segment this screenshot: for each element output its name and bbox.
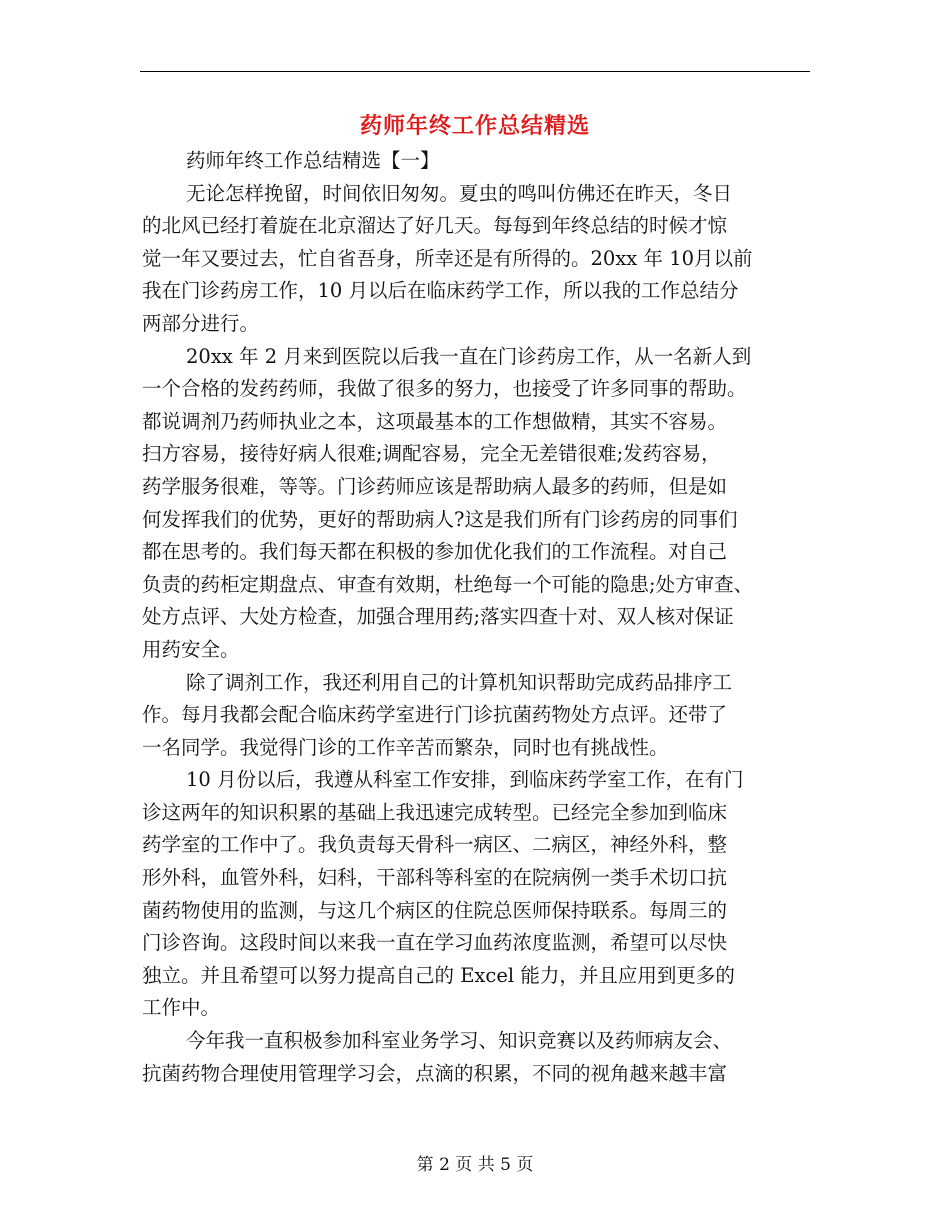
body-text-line: 的北风已经打着旋在北京溜达了好几天。每每到年终总结的时候才惊 — [142, 214, 728, 238]
body-text-line: 除了调剂工作，我还利用自己的计算机知识帮助完成药品排序工 — [186, 670, 733, 694]
body-text-line: 形外科，血管外科，妇科，干部科等科室的在院病例一类手术切口抗 — [142, 866, 728, 890]
body-text-line: 独立。并且希望可以努力提高自己的 Excel 能力，并且应用到更多的 — [142, 963, 735, 987]
body-text-line: 一名同学。我觉得门诊的工作辛苦而繁杂，同时也有挑战性。 — [142, 735, 669, 759]
body-text-line: 今年我一直积极参加科室业务学习、知识竞赛以及药师病友会、 — [186, 1029, 733, 1053]
header-rule — [140, 71, 810, 72]
body-text-line: 药学服务很难，等等。门诊药师应该是帮助病人最多的药师，但是如 — [142, 474, 728, 498]
document-body — [142, 145, 807, 1090]
body-text-line: 处方点评、大处方检查，加强合理用药;落实四查十对、双人核对保证 — [142, 605, 734, 629]
body-text-line: 20xx 年 2 月来到医院以后我一直在门诊药房工作，从一名新人到 — [186, 344, 752, 368]
body-text-line: 觉一年又要过去，忙自省吾身，所幸还是有所得的。20xx 年 10月以前 — [142, 246, 753, 270]
body-text-line: 药师年终工作总结精选【一】 — [186, 149, 440, 172]
body-text-line: 作。每月我都会配合临床药学室进行门诊抗菌药物处方点评。还带了 — [142, 703, 728, 727]
document-title: 药师年终工作总结精选 — [359, 113, 590, 139]
body-text-line: 抗菌药物合理使用管理学习会，点滴的积累，不同的视角越来越丰富 — [142, 1061, 728, 1085]
body-text-line: 药学室的工作中了。我负责每天骨科一病区、二病区，神经外科，整 — [142, 833, 728, 857]
body-text-line: 用药安全。 — [142, 637, 240, 661]
body-text-line: 两部分进行。 — [142, 311, 260, 335]
body-text-line: 门诊咨询。这段时间以来我一直在学习血药浓度监测，希望可以尽快 — [142, 931, 728, 955]
body-text-line: 都在思考的。我们每天都在积极的参加优化我们的工作流程。对自己 — [142, 540, 728, 564]
body-text-line: 无论怎样挽留，时间依旧匆匆。夏虫的鸣叫仿佛还在昨天，冬日 — [186, 181, 733, 205]
body-text-line: 何发挥我们的优势，更好的帮助病人?这是我们所有门诊药房的同事们 — [142, 507, 738, 531]
body-text-line: 都说调剂乃药师执业之本，这项最基本的工作想做精，其实不容易。 — [142, 409, 728, 433]
body-text-line: 负责的药柜定期盘点、审查有效期，杜绝每一个可能的隐患;处方审查、 — [142, 572, 754, 596]
body-text-line: 工作中。 — [142, 996, 221, 1020]
body-text-line: 诊这两年的知识积累的基础上我迅速完成转型。已经完全参加到临床 — [142, 800, 728, 824]
body-text-line: 我在门诊药房工作，10 月以后在临床药学工作，所以我的工作总结分 — [142, 279, 739, 303]
body-text-line: 菌药物使用的监测，与这几个病区的住院总医师保持联系。每周三的 — [142, 898, 728, 922]
page-footer: 第 2 页 共 5 页 — [416, 1155, 534, 1175]
body-text-line: 10 月份以后，我遵从科室工作安排，到临床药学室工作，在有门 — [186, 768, 744, 792]
body-text-line: 一个合格的发药药师，我做了很多的努力，也接受了许多同事的帮助。 — [142, 377, 747, 401]
body-text-line: 扫方容易，接待好病人很难;调配容易，完全无差错很难;发药容易， — [142, 442, 721, 466]
